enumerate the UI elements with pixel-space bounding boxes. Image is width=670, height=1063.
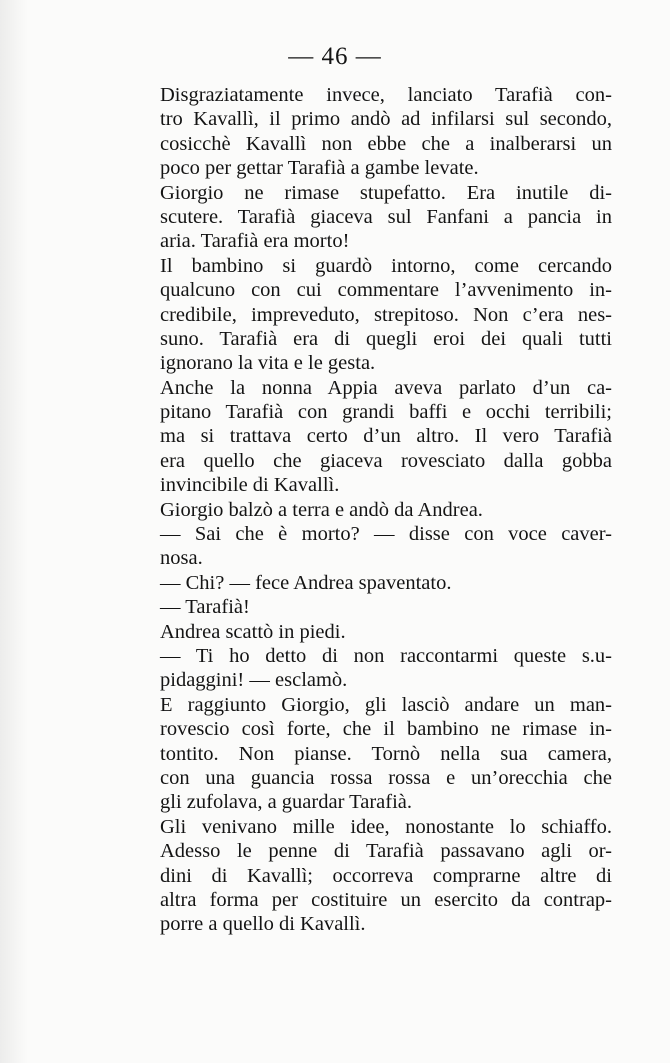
text-line: — Ti ho detto di non raccontarmi queste s.u- bbox=[160, 644, 612, 667]
body-text bbox=[160, 83, 612, 937]
text-line: Giorgio balzò a terra e andò da Andrea. bbox=[160, 498, 483, 521]
text-line: nosa. bbox=[160, 547, 203, 570]
text-line: — Tarafià! bbox=[160, 596, 250, 619]
text-line: pitano Tarafià con grandi baffi e occhi terribili; bbox=[160, 401, 612, 424]
text-line: rovescio così forte, che il bambino ne rimase in- bbox=[160, 718, 612, 741]
text-line: cosicchè Kavallì non ebbe che a inalberarsi un bbox=[160, 132, 612, 155]
text-line: Gli venivano mille idee, nonostante lo schiaffo. bbox=[160, 815, 612, 838]
text-line: tro Kavallì, il primo andò ad infilarsi sul secondo, bbox=[160, 108, 612, 131]
text-line: tontito. Non pianse. Tornò nella sua camera, bbox=[160, 742, 612, 765]
text-line: qualcuno con cui commentare l’avvenimento in- bbox=[160, 279, 612, 302]
text-line: poco per gettar Tarafià a gambe levate. bbox=[160, 157, 479, 180]
text-line: Giorgio ne rimase stupefatto. Era inutile di- bbox=[160, 181, 612, 204]
text-line: dini di Kavallì; occorreva comprarne altre di bbox=[160, 864, 612, 887]
text-line: ma si trattava certo d’un altro. Il vero Tarafià bbox=[160, 425, 612, 448]
text-line: porre a quello di Kavallì. bbox=[160, 913, 366, 936]
text-line: scutere. Tarafià giaceva sul Fanfani a pancia in bbox=[160, 205, 612, 228]
text-line: era quello che giaceva rovesciato dalla gobba bbox=[160, 449, 612, 472]
text-line: Andrea scattò in piedi. bbox=[160, 620, 346, 643]
text-line: — Sai che è morto? — disse con voce caver- bbox=[160, 523, 612, 546]
text-line: invincibile di Kavallì. bbox=[160, 474, 340, 497]
text-line: Il bambino si guardò intorno, come cercando bbox=[160, 254, 612, 277]
page-number: — 46 — bbox=[288, 43, 382, 70]
text-line: ignorano la vita e le gesta. bbox=[160, 352, 376, 375]
text-line: Adesso le penne di Tarafià passavano agli or- bbox=[160, 840, 612, 863]
text-line: altra forma per costituire un esercito da contrap- bbox=[160, 888, 612, 911]
text-line: aria. Tarafià era morto! bbox=[160, 230, 350, 253]
text-line: suno. Tarafià era di quegli eroi dei quali tutti bbox=[160, 327, 612, 350]
text-line: con una guancia rossa rossa e un’orecchia che bbox=[160, 766, 612, 789]
text-line: Disgraziatamente invece, lanciato Tarafià con- bbox=[160, 84, 612, 106]
text-line: gli zufolava, a guardar Tarafià. bbox=[160, 791, 413, 814]
text-line: E raggiunto Giorgio, gli lasciò andare un man- bbox=[160, 693, 612, 716]
text-line: Anche la nonna Appia aveva parlato d’un ca- bbox=[160, 376, 612, 399]
text-line: credibile, impreveduto, strepitoso. Non c’era nes- bbox=[160, 303, 612, 326]
page-spine-shadow bbox=[0, 0, 28, 1063]
text-line: pidaggini! — esclamò. bbox=[160, 669, 348, 692]
text-line: — Chi? — fece Andrea spaventato. bbox=[160, 571, 452, 594]
